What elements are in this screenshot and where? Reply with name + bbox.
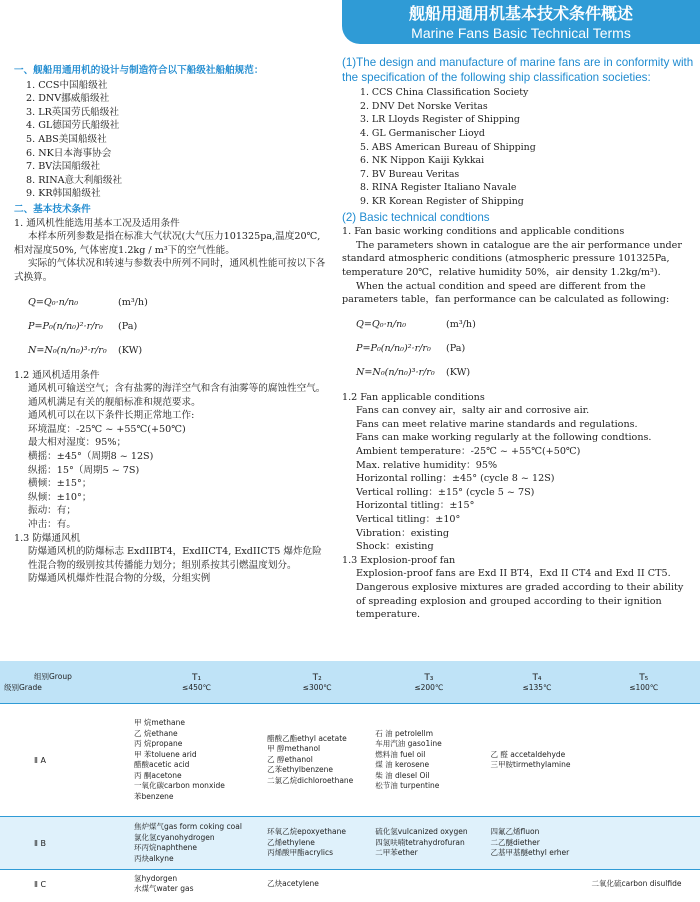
temperature-limit: ≤100℃ [629,682,659,692]
group-code: T₁ [192,672,202,683]
text-line: 环境温度：-25℃ ~ +55℃(+50℃) [28,423,186,435]
gas-name: 二氧化硫carbon disulfide [591,878,682,888]
group-code: T₅ [639,672,649,683]
gas-name: 水煤气water gas [134,884,194,893]
cn-section2-heading: 二、基本技术条件 [14,203,91,215]
gas-name: 松节油 turpentine [375,781,440,790]
gas-cell [371,870,486,899]
list-item: 6. NK日本海事协会 [26,147,112,159]
text-line: Shock：existing [356,541,434,553]
temperature-group-header [263,661,371,704]
gas-cell [487,817,588,870]
gas-name: 四氟乙烯fluon [490,827,540,837]
formula-expression: N=N₀(n/n₀)³·r/r₀ [28,344,107,356]
en-sub13-title: 1.3 Explosion-proof fan [342,554,456,566]
gas-name: 二甲苯ether [375,848,418,858]
text-line: 通风机可以在以下条件长期正常地工作: [28,410,195,422]
gas-name: 乙 醛 accetaldehyde [490,749,566,759]
text-line: 横摇：±45°（周期8 ~ 12S) [28,451,154,463]
text-line: 纵倾：±10°； [28,491,92,503]
text-line: 冲击：有。 [28,519,76,531]
cn-para1: 本样本所列参数是指在标准大气状况(大气压力101325pa,温度20℃, 相对湿度50%, 气体密度1.2kg / m³下的空气性能。 [14,231,321,256]
gas-cell [371,704,486,817]
gas-cell [130,870,263,899]
cn-sub12-title: 1.2 通风机适用条件 [14,369,100,381]
formula-unit: (KW) [446,366,471,378]
temperature-group-header [130,661,263,704]
text-line: 通风机可输送空气；含有盐雾的海洋空气和含有油雾等的腐蚀性空气。 [28,383,326,395]
gas-cell [587,817,700,870]
gas-name: 一氧化碳carbon monxide [134,781,225,790]
group-code: T₃ [424,672,434,683]
grade-label: Ⅱ B [34,838,46,848]
cn-formulas [14,291,330,363]
en-heading1: (1)The design and manufacture of marine fans are in conformity with the specification of the following ship classification societies: [342,56,694,84]
gas-name: 柴 油 dlesel Oil [375,770,430,780]
en-sub12-lines [342,404,694,554]
grade-label: Ⅱ A [34,755,46,765]
gas-name: 醋酸acetic acid [134,760,190,769]
en-sub1-title: 1. Fan basic working conditions and applicable conditions [342,226,625,238]
explosion-group-table [0,661,700,898]
list-item: 8. RINA Register Italiano Navale [360,182,517,194]
gas-name: 苯benzene [134,791,174,801]
gas-cell [371,817,486,870]
temperature-limit: ≤300℃ [302,682,332,692]
list-item: 5. ABS美国船级社 [26,133,107,145]
text-line: Fans can meet relative marine standards and regulations. [356,418,638,430]
list-item: 4. GL Germanischer Lioyd [360,127,485,139]
en-formulas [342,313,694,385]
text-line: Vertical titling：±10° [356,514,461,526]
text-line: 振动：有； [28,505,76,517]
gas-name: 氢hydorgen [134,873,178,883]
cn-section1-heading: 一、舰船用通用机的设计与制造符合以下船级社船舶规范： [14,65,264,76]
gas-cell [130,704,263,817]
text-line: Horizontal rolling：±45° (cycle 8 ~ 12S) [356,473,555,485]
banner-title-cn: 舰船用通用机基本技术条件概述 [408,4,633,23]
text-line: 纵摇：15°（周期5 ~ 7S) [28,464,140,476]
english-column [342,56,694,622]
list-item: 3. LR Lloyds Register of Shipping [360,114,520,126]
list-item: 9. KR Korean Register of Shipping [360,195,524,207]
text-line: Vibration：existing [356,527,450,539]
list-item: 2. DNV Det Norske Veritas [360,100,488,112]
en-sub12-title: 1.2 Fan applicable conditions [342,391,485,403]
gas-name: 焦炉煤气gas form coking coal [134,822,242,831]
formula-row [28,291,330,315]
gas-name: 乙苯ethylbenzene [267,765,333,775]
gas-name: 燃料油 fuel oil [375,749,426,759]
group-code: T₂ [312,672,322,683]
text-line: 横倾：±15°； [28,478,92,490]
formula-unit: (m³/h) [118,296,148,308]
gas-name: 丙 烷propane [134,739,183,748]
gas-name: 乙烯ethylene [267,837,315,847]
gas-name: 车用汽油 gaso1ine [375,739,442,748]
temperature-limit: ≤200℃ [414,682,444,692]
text-line: Horizontal titling：±15° [356,500,475,512]
list-item: 7. BV法国船级社 [26,161,101,173]
gas-cell [263,817,371,870]
gas-name: 氯化氢cyanohydrogen [134,832,215,842]
text-line: 防爆通风机的防爆标志 ExdIIBT4，ExdIICT4, ExdIICT5 爆炸危险性混合物的级别按其传播能力划分；组别系按其引燃温度划分。 [28,546,322,571]
en-heading2: (2) Basic technical condtions [342,210,490,224]
cn-sub12-lines [14,382,330,532]
gas-name: 甲 烷methane [134,718,185,727]
en-para2: When the actual condition and speed are different from the parameters table，fan performance can be calculated as following: [342,280,670,306]
corner-grade-label: 级别Grade [4,683,42,692]
formula-row [356,313,694,337]
table-row [0,870,700,899]
formula-row [356,337,694,361]
banner-title-en: Marine Fans Basic Technical Terms [411,25,631,41]
gas-cell [263,704,371,817]
table-corner-cell [0,661,130,704]
gas-cell [263,870,371,899]
text-line: 通风机满足有关的舰船标准和规范要求。 [28,396,201,408]
gas-name: 丙炔alkyne [134,853,174,863]
gas-name: 丙 酮acetone [134,770,182,780]
text-line: Max. relative humidity：95% [356,459,498,471]
cn-society-list [14,79,330,201]
gas-name: 煤 油 kerosene [375,760,430,769]
text-line: Vertical rolling：±15° (cycle 5 ~ 7S) [356,486,535,498]
grade-label: Ⅱ C [34,879,47,889]
list-item: 8. RINA意大利船级社 [26,174,123,186]
table-row [0,817,700,870]
temperature-limit: ≤450℃ [182,682,212,692]
gas-name: 四氢呋喃tetrahydrofuran [375,837,465,847]
text-line: Ambient temperature：-25℃ ~ +55℃(+50℃) [356,446,581,458]
gas-name: 石 油 petrolellm [375,728,433,738]
gas-name: 甲 醇methanol [267,744,321,754]
gas-name: 二氯乙烷dichloroethane [267,775,354,785]
list-item: 5. ABS American Bureau of Shipping [360,141,536,153]
gas-name: 三甲胺tirmethylamine [490,760,571,769]
table-header-row [0,661,700,704]
formula-unit: (m³/h) [446,318,476,330]
gas-cell [587,704,700,817]
formula-row [28,315,330,339]
text-line: Explosion-proof fans are Exd II BT4，Exd II CT4 and Exd II CT5. [356,568,671,580]
text-line: 最大相对湿度：95%； [28,437,127,449]
temperature-group-header [587,661,700,704]
gas-name: 乙 烷ethane [134,728,178,738]
list-item: 9. KR韩国船级社 [26,188,101,200]
gas-name: 醋酸乙酯ethyl acetate [267,733,347,743]
cn-sub1-title: 1. 通风机性能选用基本工况及适用条件 [14,217,180,229]
gas-name: 环氧乙烷epoxyethane [267,827,346,837]
gas-name: 硫化氢vulcanized oxygen [375,827,468,837]
list-item: 3. LR英国劳氏船级社 [26,106,119,118]
formula-row [28,339,330,363]
en-society-list [342,86,694,208]
cn-sub13-lines [14,545,330,586]
formula-expression: N=N₀(n/n₀)³·r/r₀ [356,366,435,378]
formula-row [356,361,694,385]
grade-cell [0,704,130,817]
table-row [0,704,700,817]
formula-unit: (Pa) [118,320,138,332]
gas-cell [487,870,588,899]
text-line: Fans can make working regularly at the following condtions. [356,432,652,444]
cn-sub13-title: 1.3 防爆通风机 [14,532,81,544]
gas-cell [587,870,700,899]
formula-unit: (Pa) [446,342,466,354]
list-item: 6. NK Nippon Kaiji Kykkai [360,155,485,167]
en-para1: The parameters shown in catalogue are the air performance under standard atmospheric conditions (atmospheric pressure 101325Pa, temperature 20℃，relative humidity 50%，air density 1.2kg/m³). [342,239,682,278]
gas-name: 二乙醚diether [490,837,540,847]
en-sub13-lines [342,567,694,621]
temperature-group-header [371,661,486,704]
grade-cell [0,870,130,899]
gas-name: 乙炔acetylene [267,878,319,888]
temperature-limit: ≤135℃ [522,682,552,692]
list-item: 1. CCS中国船级社 [26,79,108,91]
title-banner [342,0,700,44]
gas-cell [487,704,588,817]
group-code: T₄ [532,672,542,683]
formula-expression: P=P₀(n/n₀)²·r/r₀ [356,342,431,354]
corner-group-label: 组别Group [34,672,72,681]
text-line: Fans can convey air，salty air and corrosive air. [356,405,590,417]
grade-cell [0,817,130,870]
list-item: 7. BV Bureau Veritas [360,168,460,180]
chinese-column [14,64,330,586]
gas-name: 乙基甲基醚ethyl erher [490,848,570,858]
formula-expression: Q=Q₀·n/n₀ [356,318,407,330]
gas-name: 甲 苯toluene arid [134,749,197,759]
text-line: 防爆通风机爆炸性混合物的分级，分组实例 [28,573,211,585]
list-item: 2. DNV挪威船级社 [26,93,110,105]
formula-expression: P=P₀(n/n₀)²·r/r₀ [28,320,103,332]
gas-cell [130,817,263,870]
gas-name: 乙 醇ethanol [267,754,313,764]
temperature-group-header [487,661,588,704]
gas-name: 环丙烷naphthene [134,843,198,852]
text-line: Dangerous explosive mixtures are graded according to their ability of spreading explosion and grouped according to their ignition temperature. [356,582,684,621]
formula-unit: (KW) [118,344,143,356]
list-item: 4. GL德国劳氏船级社 [26,120,120,132]
list-item: 1. CCS China Classification Society [360,87,529,99]
formula-expression: Q=Q₀·n/n₀ [28,296,79,308]
cn-para2: 实际的气体状况和转速与参数表中所列不同时，通风机性能可按以下各式换算。 [14,258,326,283]
gas-name: 丙烯酸甲酯acrylics [267,848,334,858]
